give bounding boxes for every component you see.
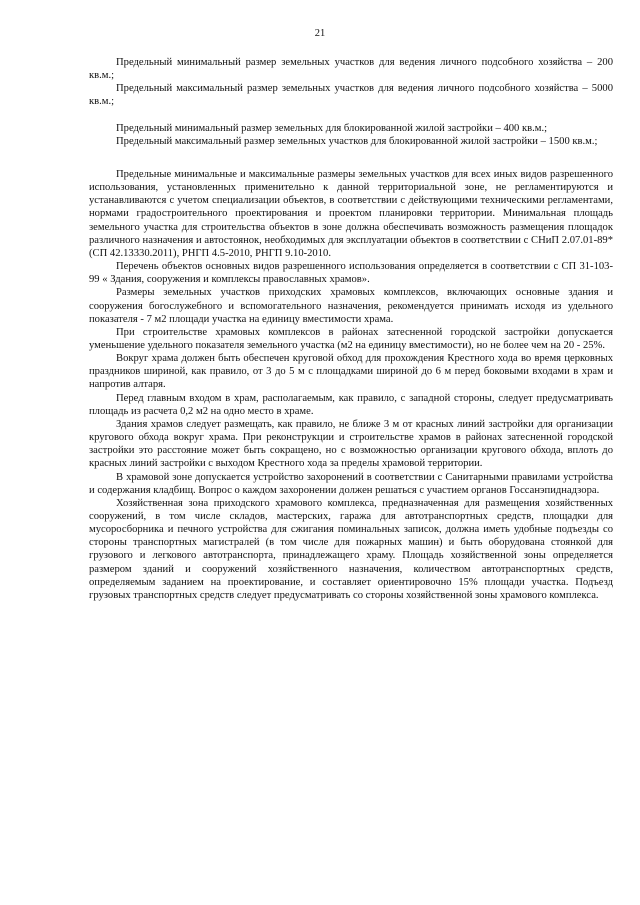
paragraph-temple-plot-size: Размеры земельных участков приходских храмовых комплексов, включающих основные здания и сооружения богослужебного и вспомогательного назначения, рекомендуется принимать исходя из удельного показателя - 7 м2 площади участка на единицу вместимости храма. xyxy=(89,287,613,325)
paragraph-procession-path: Вокруг храма должен быть обеспечен круговой обход для прохождения Крестного хода во время церковных праздников шириной, как правило, от 3 до 5 м с площадками шириной до 6 м перед боковыми входами в храм и напротив алтаря. xyxy=(89,353,613,391)
page-number: 21 xyxy=(314,28,326,39)
paragraph-entrance-square: Перед главным входом в храм, располагаемым, как правило, с западной стороны, следует предусматривать площадь из расчета 0,2 м2 на одно место в храме. xyxy=(89,392,613,417)
paragraph-other-uses: Предельные минимальные и максимальные размеры земельных участков для всех иных видов разрешенного использования, установленных применительно к данной территориальной зоне, не регламентируются и устанавливаются с учетом специализации объектов, в соответствии с действующими техническими регламентами, нормами градостроительного проектирования и проектом планировки территории. Минимальная площадь земельного участка для строительства объектов в зоне должна обеспечивать возможность размещения площадок различного назначения и автостоянок, необходимых для эксплуатации объектов в соответствии с СНиП 2.07.01-89* (СП 42.13330.2011), РНГП 4.5-2010, РНГП 9.10-2010. xyxy=(89,168,613,259)
paragraph-red-lines-distance: Здания храмов следует размещать, как правило, не ближе 3 м от красных линий застройки для организации кругового обхода вокруг храма. При реконструкции и строительстве храмов в районах затесненной городской застройки это расстояние может быть сокращено, но с возможностью организации кругового обхода, вплоть до красных линий застройки с выходом Крестного хода за пределы храмовой территории. xyxy=(89,418,613,470)
paragraph-private-farm-max: Предельный максимальный размер земельных участков для ведения личного подсобного хозяйства – 5000 кв.м.; xyxy=(89,83,613,108)
spacer xyxy=(89,109,613,122)
paragraph-private-farm-min: Предельный минимальный размер земельных участков для ведения личного подсобного хозяйства – 200 кв.м.; xyxy=(89,57,613,82)
spacer xyxy=(89,148,613,168)
paragraph-main-uses-list: Перечень объектов основных видов разрешенного использования определяется в соответствии с СП 31-103-99 « Здания, сооружения и комплексы православных храмов». xyxy=(89,261,613,286)
paragraph-utility-zone: Хозяйственная зона приходского храмового комплекса, предназначенная для размещения хозяйственных сооружений, в том числе складов, мастерских, гаража для автотранспортных средств, площадки для мусоросборника и печного устройства для сжигания поминальных записок, должна иметь удобные подъезды со стороны транспортных магистралей (в том числе для пожарных машин) и быть оборудована стоянкой для грузового и легкового автотранспорта, принадлежащего храму. Площадь хозяйственной зоны определяется размером зданий и сооружений хозяйственного назначения, количеством автотранспортных средств, определяемым заданием на проектирование, и составляет ориентировочно 15% площади участка. Подъезд грузовых транспортных средств следует предусматривать со стороны хозяйственной зоны храмового комплекса. xyxy=(89,497,613,601)
paragraph-dense-area-reduction: При строительстве храмовых комплексов в районах затесненной городской застройки допускается уменьшение удельного показателя земельного участка (м2 на единицу вместимости), но не более чем на 20 - 25%. xyxy=(89,326,613,351)
paragraph-blocked-housing-max: Предельный максимальный размер земельных участков для блокированной жилой застройки – 1500 кв.м.; xyxy=(116,135,598,147)
document-body xyxy=(89,56,613,602)
paragraph-burials: В храмовой зоне допускается устройство захоронений в соответствии с Санитарными правилами устройства и содержания кладбищ. Вопрос о каждом захоронении должен решаться с участием органов Госсанэпиднадзора. xyxy=(89,471,613,496)
paragraph-blocked-housing-min: Предельный минимальный размер земельных для блокированной жилой застройки – 400 кв.м.; xyxy=(116,122,548,134)
